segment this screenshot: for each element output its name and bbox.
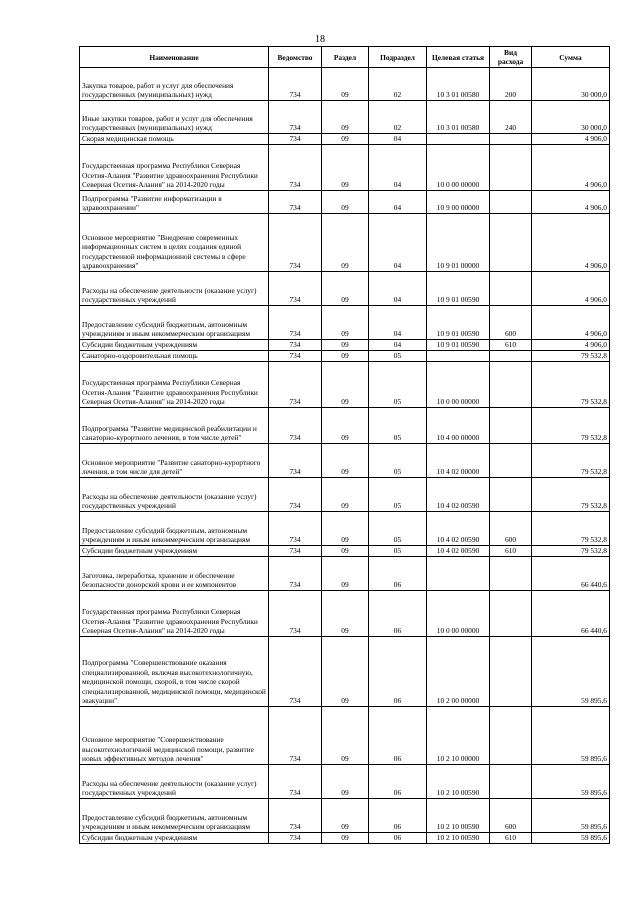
row-amount-cell: 79 532,8 <box>532 362 610 408</box>
row-name-cell: Санаторно-оздоровительная помощь <box>80 351 269 362</box>
table-row <box>80 557 610 591</box>
row-section-cell: 09 <box>322 546 369 557</box>
row-department-cell: 734 <box>269 101 322 134</box>
row-amount-cell: 4 906,0 <box>532 145 610 191</box>
row-amount-cell: 79 532,8 <box>532 512 610 546</box>
row-expense-type-cell: 600 <box>490 799 532 833</box>
row-section-cell: 09 <box>322 191 369 214</box>
row-name-cell: Государственная программа Республики Северная Осетия-Алания "Развитие здравоохранения Республики Северная Осетия-Алания" на 2014-2020 годы <box>80 591 269 637</box>
row-amount-cell: 59 895,6 <box>532 765 610 799</box>
header-expense-type: Вид расхода <box>490 47 532 68</box>
table-header-row <box>80 47 610 68</box>
row-department-cell: 734 <box>269 145 322 191</box>
row-amount-cell: 79 532,8 <box>532 546 610 557</box>
row-department-cell: 734 <box>269 512 322 546</box>
row-subsection-cell: 04 <box>369 340 427 351</box>
row-amount-cell: 4 906,0 <box>532 340 610 351</box>
row-target-article-cell: 10 2 10 00590 <box>427 765 490 799</box>
header-section: Раздел <box>322 47 369 68</box>
row-expense-type-cell: 240 <box>490 101 532 134</box>
table-row <box>80 68 610 101</box>
row-amount-cell: 66 440,6 <box>532 591 610 637</box>
row-department-cell: 734 <box>269 134 322 145</box>
row-section-cell: 09 <box>322 340 369 351</box>
row-name-cell: Основное мероприятие "Совершенствование высокотехнологичной медицинской помощи, развитие новых эффективных методов лечения" <box>80 707 269 765</box>
row-subsection-cell: 02 <box>369 68 427 101</box>
row-section-cell: 09 <box>322 444 369 478</box>
row-expense-type-cell <box>490 191 532 214</box>
row-section-cell: 09 <box>322 637 369 707</box>
row-name-cell: Основное мероприятие "Развитие санаторно-курортного лечения, в том числе для детей" <box>80 444 269 478</box>
row-department-cell: 734 <box>269 799 322 833</box>
row-target-article-cell: 10 4 02 00590 <box>427 546 490 557</box>
table-body <box>80 68 610 844</box>
table-row <box>80 478 610 512</box>
row-section-cell: 09 <box>322 512 369 546</box>
row-subsection-cell: 06 <box>369 707 427 765</box>
row-department-cell: 734 <box>269 408 322 444</box>
row-department-cell: 734 <box>269 546 322 557</box>
row-amount-cell: 59 895,6 <box>532 637 610 707</box>
row-name-cell: Расходы на обеспечение деятельности (оказание услуг) государственных учреждений <box>80 272 269 306</box>
row-subsection-cell: 05 <box>369 478 427 512</box>
table-row <box>80 351 610 362</box>
row-expense-type-cell: 600 <box>490 306 532 340</box>
row-expense-type-cell: 610 <box>490 546 532 557</box>
row-department-cell: 734 <box>269 191 322 214</box>
row-section-cell: 09 <box>322 306 369 340</box>
row-subsection-cell: 04 <box>369 145 427 191</box>
row-expense-type-cell <box>490 637 532 707</box>
row-target-article-cell: 10 4 02 00590 <box>427 478 490 512</box>
row-amount-cell: 79 532,8 <box>532 408 610 444</box>
table-row <box>80 340 610 351</box>
row-expense-type-cell <box>490 214 532 272</box>
row-expense-type-cell <box>490 362 532 408</box>
row-expense-type-cell <box>490 444 532 478</box>
row-department-cell: 734 <box>269 214 322 272</box>
row-expense-type-cell <box>490 707 532 765</box>
row-name-cell: Подпрограмма "Развитие информатизации в здравоохранении" <box>80 191 269 214</box>
header-subsection: Подраздел <box>369 47 427 68</box>
table-row <box>80 444 610 478</box>
row-name-cell: Заготовка, переработка, хранение и обеспечение безопасности донорской крови и ее компонентов <box>80 557 269 591</box>
row-expense-type-cell: 610 <box>490 833 532 844</box>
row-target-article-cell: 10 2 00 00000 <box>427 637 490 707</box>
row-subsection-cell: 04 <box>369 306 427 340</box>
table-row <box>80 272 610 306</box>
row-section-cell: 09 <box>322 134 369 145</box>
row-subsection-cell: 05 <box>369 351 427 362</box>
row-section-cell: 09 <box>322 707 369 765</box>
row-section-cell: 09 <box>322 145 369 191</box>
header-target-article: Целевая статья <box>427 47 490 68</box>
row-subsection-cell: 05 <box>369 546 427 557</box>
row-target-article-cell <box>427 351 490 362</box>
row-amount-cell: 59 895,6 <box>532 833 610 844</box>
row-subsection-cell: 06 <box>369 557 427 591</box>
row-subsection-cell: 04 <box>369 272 427 306</box>
table-row <box>80 591 610 637</box>
row-amount-cell: 59 895,6 <box>532 799 610 833</box>
row-name-cell: Скорая медицинская помощь <box>80 134 269 145</box>
row-subsection-cell: 05 <box>369 512 427 546</box>
row-expense-type-cell <box>490 478 532 512</box>
row-name-cell: Государственная программа Республики Северная Осетия-Алания "Развитие здравоохранения Республики Северная Осетия-Алания" на 2014-2020 годы <box>80 362 269 408</box>
row-target-article-cell: 10 3 01 00580 <box>427 68 490 101</box>
row-section-cell: 09 <box>322 478 369 512</box>
row-target-article-cell: 10 0 00 00000 <box>427 362 490 408</box>
row-department-cell: 734 <box>269 444 322 478</box>
row-target-article-cell: 10 3 01 00580 <box>427 101 490 134</box>
row-expense-type-cell <box>490 765 532 799</box>
row-section-cell: 09 <box>322 101 369 134</box>
row-subsection-cell: 04 <box>369 191 427 214</box>
row-name-cell: Закупка товаров, работ и услуг для обеспечения государственных (муниципальных) нужд <box>80 68 269 101</box>
row-expense-type-cell: 200 <box>490 68 532 101</box>
row-amount-cell: 4 906,0 <box>532 214 610 272</box>
row-name-cell: Подпрограмма "Совершенствование оказания специализированной, включая высокотехнологичную, медицинской помощи, скорой, в том числе скорой специализированной, медицинской помощи, медицинской эвакуации" <box>80 637 269 707</box>
row-target-article-cell: 10 9 01 00590 <box>427 272 490 306</box>
header-name: Наименование <box>80 47 269 68</box>
row-amount-cell: 4 906,0 <box>532 191 610 214</box>
budget-table <box>79 46 610 844</box>
row-name-cell: Основное мероприятие "Внедрение современных информационных систем в целях создания единой государственной информационной системы в сфере здравоохранения" <box>80 214 269 272</box>
row-department-cell: 734 <box>269 340 322 351</box>
row-name-cell: Иные закупки товаров, работ и услуг для обеспечения государственных (муниципальных) нужд <box>80 101 269 134</box>
row-target-article-cell: 10 0 00 00000 <box>427 145 490 191</box>
row-subsection-cell: 04 <box>369 134 427 145</box>
header-department: Ведомство <box>269 47 322 68</box>
table-row <box>80 214 610 272</box>
row-expense-type-cell <box>490 351 532 362</box>
row-department-cell: 734 <box>269 478 322 512</box>
row-name-cell: Подпрограмма "Развитие медицинской реабилитации и санаторно-курортного лечения, в том числе детей" <box>80 408 269 444</box>
row-department-cell: 734 <box>269 351 322 362</box>
row-target-article-cell: 10 4 00 00000 <box>427 408 490 444</box>
row-name-cell: Предоставление субсидий бюджетным, автономным учреждениям и иным некоммерческим организациям <box>80 799 269 833</box>
row-section-cell: 09 <box>322 68 369 101</box>
table-row <box>80 191 610 214</box>
row-expense-type-cell <box>490 591 532 637</box>
row-expense-type-cell <box>490 557 532 591</box>
row-amount-cell: 4 906,0 <box>532 306 610 340</box>
row-name-cell: Расходы на обеспечение деятельности (оказание услуг) государственных учреждений <box>80 765 269 799</box>
table-row <box>80 101 610 134</box>
row-department-cell: 734 <box>269 833 322 844</box>
row-department-cell: 734 <box>269 707 322 765</box>
row-subsection-cell: 06 <box>369 637 427 707</box>
row-name-cell: Субсидии бюджетным учреждениям <box>80 340 269 351</box>
row-target-article-cell <box>427 134 490 145</box>
row-amount-cell: 79 532,8 <box>532 444 610 478</box>
row-target-article-cell: 10 9 00 00000 <box>427 191 490 214</box>
row-section-cell: 09 <box>322 557 369 591</box>
row-expense-type-cell: 600 <box>490 512 532 546</box>
table-row <box>80 546 610 557</box>
row-amount-cell: 4 906,0 <box>532 134 610 145</box>
row-department-cell: 734 <box>269 557 322 591</box>
row-department-cell: 734 <box>269 272 322 306</box>
row-department-cell: 734 <box>269 306 322 340</box>
row-target-article-cell: 10 4 02 00000 <box>427 444 490 478</box>
row-department-cell: 734 <box>269 637 322 707</box>
table-row <box>80 408 610 444</box>
row-subsection-cell: 05 <box>369 362 427 408</box>
page-number: 18 <box>315 34 325 45</box>
table-row <box>80 833 610 844</box>
row-name-cell: Субсидии бюджетным учреждениям <box>80 546 269 557</box>
row-expense-type-cell <box>490 145 532 191</box>
row-subsection-cell: 02 <box>369 101 427 134</box>
row-section-cell: 09 <box>322 272 369 306</box>
row-amount-cell: 79 532,8 <box>532 478 610 512</box>
header-amount: Сумма <box>532 47 610 68</box>
row-subsection-cell: 06 <box>369 799 427 833</box>
table-row <box>80 637 610 707</box>
row-target-article-cell: 10 0 00 00000 <box>427 591 490 637</box>
table-row <box>80 765 610 799</box>
table-row <box>80 145 610 191</box>
row-expense-type-cell <box>490 408 532 444</box>
row-target-article-cell: 10 2 10 00590 <box>427 833 490 844</box>
row-subsection-cell: 04 <box>369 214 427 272</box>
row-target-article-cell: 10 9 01 00590 <box>427 306 490 340</box>
table-row <box>80 362 610 408</box>
row-amount-cell: 59 895,6 <box>532 707 610 765</box>
row-section-cell: 09 <box>322 408 369 444</box>
row-expense-type-cell: 610 <box>490 340 532 351</box>
row-target-article-cell: 10 9 01 00590 <box>427 340 490 351</box>
row-department-cell: 734 <box>269 591 322 637</box>
row-subsection-cell: 05 <box>369 408 427 444</box>
table-row <box>80 799 610 833</box>
table-row <box>80 306 610 340</box>
table-row <box>80 512 610 546</box>
row-name-cell: Предоставление субсидий бюджетным, автономным учреждениям и иным некоммерческим организациям <box>80 306 269 340</box>
row-section-cell: 09 <box>322 214 369 272</box>
row-subsection-cell: 06 <box>369 591 427 637</box>
table-row <box>80 134 610 145</box>
row-name-cell: Предоставление субсидий бюджетным, автономным учреждениям и иным некоммерческим организациям <box>80 512 269 546</box>
row-department-cell: 734 <box>269 68 322 101</box>
row-target-article-cell <box>427 557 490 591</box>
row-section-cell: 09 <box>322 765 369 799</box>
row-target-article-cell: 10 4 02 00590 <box>427 512 490 546</box>
row-department-cell: 734 <box>269 765 322 799</box>
row-amount-cell: 30 000,0 <box>532 101 610 134</box>
row-subsection-cell: 05 <box>369 444 427 478</box>
row-name-cell: Субсидии бюджетным учреждениям <box>80 833 269 844</box>
row-target-article-cell: 10 2 10 00000 <box>427 707 490 765</box>
row-subsection-cell: 06 <box>369 765 427 799</box>
table-row <box>80 707 610 765</box>
row-department-cell: 734 <box>269 362 322 408</box>
row-section-cell: 09 <box>322 799 369 833</box>
row-name-cell: Государственная программа Республики Северная Осетия-Алания "Развитие здравоохранения Республики Северная Осетия-Алания" на 2014-2020 годы <box>80 145 269 191</box>
row-amount-cell: 4 906,0 <box>532 272 610 306</box>
row-target-article-cell: 10 2 10 00590 <box>427 799 490 833</box>
row-section-cell: 09 <box>322 591 369 637</box>
row-section-cell: 09 <box>322 351 369 362</box>
row-amount-cell: 79 532,8 <box>532 351 610 362</box>
row-amount-cell: 30 000,0 <box>532 68 610 101</box>
row-section-cell: 09 <box>322 362 369 408</box>
row-expense-type-cell <box>490 134 532 145</box>
row-subsection-cell: 06 <box>369 833 427 844</box>
row-amount-cell: 66 440,6 <box>532 557 610 591</box>
row-expense-type-cell <box>490 272 532 306</box>
row-name-cell: Расходы на обеспечение деятельности (оказание услуг) государственных учреждений <box>80 478 269 512</box>
row-target-article-cell: 10 9 01 00000 <box>427 214 490 272</box>
row-section-cell: 09 <box>322 833 369 844</box>
